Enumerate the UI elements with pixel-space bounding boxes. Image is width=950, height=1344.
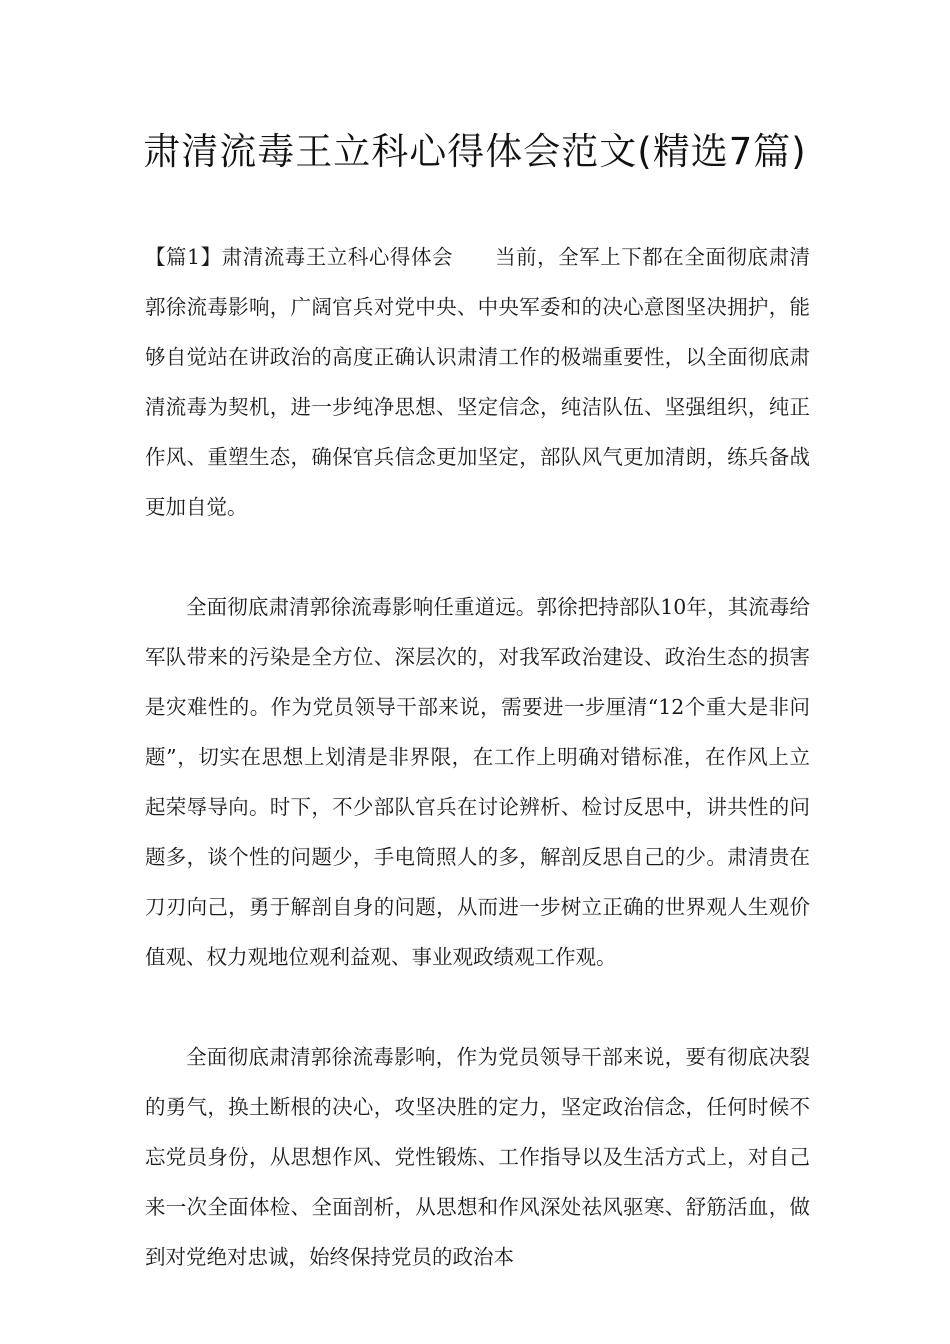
paragraph-2: 全面彻底肃清郭徐流毒影响任重道远。郭徐把持部队10年，其流毒给军队带来的污染是全方位、深层次的，对我军政治建设、政治生态的损害是灾难性的。作为党员领导干部来说，需要进一步厘清“12个重大是非问题”，切实在思想上划清是非界限，在工作上明确对错标准，在作风上立起荣辱导向。时下，不少部队官兵在讨论辨析、检讨反思中，讲共性的问题多，谈个性的问题少，手电筒照人的多，解剖反思自己的少。肃清贵在刀刃向己，勇于解剖自身的问题，从而进一步树立正确的世界观人生观价值观、权力观地位观利益观、事业观政绩观工作观。 bbox=[145, 595, 810, 969]
document-title: 肃清流毒王立科心得体会范文(精选7篇) bbox=[143, 130, 807, 173]
document-body bbox=[145, 232, 810, 1282]
paragraph-1: 【篇1】肃清流毒王立科心得体会 当前，全军上下都在全面彻底肃清郭徐流毒影响，广阔官兵对党中央、中央军委和的决心意图坚决拥护，能够自觉站在讲政治的高度正确认识肃清工作的极端重要性，以全面彻底肃清流毒为契机，进一步纯净思想、坚定信念，纯洁队伍、坚强组织，纯正作风、重塑生态，确保官兵信念更加坚定，部队风气更加清朗，练兵备战更加自觉。 bbox=[145, 245, 810, 519]
paragraph-3: 全面彻底肃清郭徐流毒影响，作为党员领导干部来说，要有彻底决裂的勇气，换土断根的决心，攻坚决胜的定力，坚定政治信念，任何时候不忘党员身份，从思想作风、党性锻炼、工作指导以及生活方式上，对自己来一次全面体检、全面剖析，从思想和作风深处祛风驱寒、舒筋活血，做到对党绝对忠诚，始终保持党员的政治本 bbox=[145, 1045, 810, 1269]
